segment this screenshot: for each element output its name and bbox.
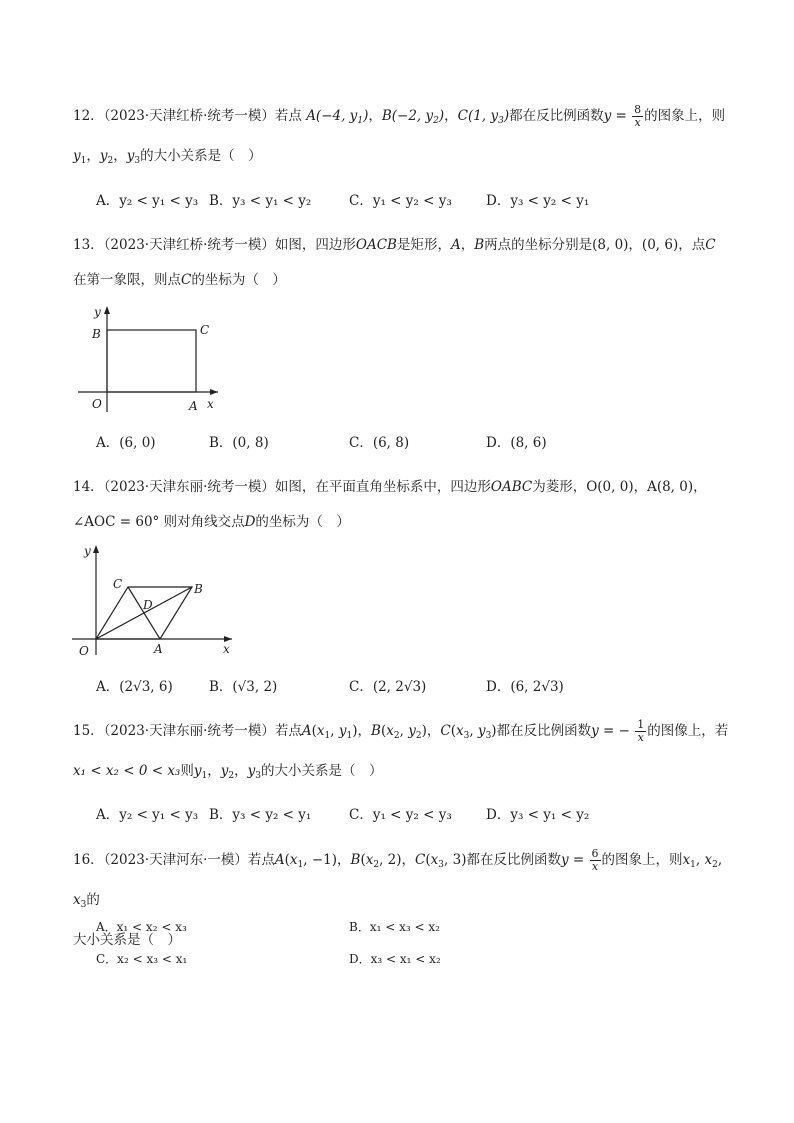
question-source: （2023·天津红桥·统考一模） xyxy=(103,108,275,124)
question-source: （2023·天津红桥·统考一模） xyxy=(103,237,275,253)
option-b[interactable]: B．y₃ < y₁ < y₂ xyxy=(209,193,312,209)
point-c: C(1, $y_3$) xyxy=(457,108,510,126)
option-d[interactable]: D．y₃ < y₂ < y₁ xyxy=(486,193,590,209)
question-text: 在第一象限，则点 xyxy=(73,272,181,288)
option-a[interactable]: A．y₂ < y₁ < y₃ xyxy=(96,193,199,209)
option-d[interactable]: D．(6, 2√3) xyxy=(486,679,564,695)
question-text: 如图，四边形 xyxy=(274,237,356,253)
option-a[interactable]: A．(2√3, 6) xyxy=(96,679,173,695)
shape-name: OABC xyxy=(490,479,533,495)
point-b: B(−2, $y_2$) xyxy=(381,108,445,126)
option-b[interactable]: B．(√3, 2) xyxy=(209,679,278,695)
question-number: 14． xyxy=(73,479,104,495)
question-text: 的图象上，则 xyxy=(644,108,726,124)
option-b[interactable]: B．y₃ < y₂ < y₁ xyxy=(209,807,312,823)
question-15: 15．（2023·天津东丽·统考一模）若点$A(x_1$, $y_1$)，$B(x_2$, $y_2$)，$C(x_3$, $y_3$)都在反比例函数y = − $\frac{1}{x}$ 的图像上，若 x₁ < x₂ < 0 < x₃则$y_1$，$y_2$，$y_3$的大小关系是（ ） xyxy=(73,718,729,781)
label-o: O xyxy=(92,397,102,411)
label-o: O xyxy=(79,644,89,658)
option-b[interactable]: B．x₁ < x₃ < x₂ xyxy=(349,920,440,934)
question-text: 的图像上，若 xyxy=(647,723,729,739)
question-number: 15． xyxy=(73,723,104,739)
option-c[interactable]: C．(6, 8) xyxy=(349,435,410,451)
question-number: 12． xyxy=(73,108,104,124)
coordinates: (8, 0)，(0, 6) xyxy=(592,237,679,253)
angle-condition: ∠AOC = 60° xyxy=(73,514,160,530)
condition: x₁ < x₂ < 0 < x₃ xyxy=(73,763,181,779)
question-text: 若点 xyxy=(274,108,302,124)
question-text: 的坐标为（ ） xyxy=(191,272,286,288)
fraction: $\frac{8}{x}$ xyxy=(634,103,642,129)
option-d[interactable]: D．(8, 6) xyxy=(486,435,547,451)
option-c[interactable]: C．x₂ < x₃ < x₁ xyxy=(96,952,188,966)
label-c: C xyxy=(200,323,210,337)
question-text: 是矩形， xyxy=(396,237,451,253)
y-axis-label: y xyxy=(84,544,91,558)
label-c: C xyxy=(113,577,123,591)
question-text: 两点的坐标分别是 xyxy=(484,237,593,253)
question-text: 为菱形， xyxy=(532,479,587,495)
question-source: （2023·天津河东·一模） xyxy=(103,852,248,868)
question-text: 若点 xyxy=(274,723,302,739)
option-a[interactable]: A．y₂ < y₁ < y₃ xyxy=(96,807,199,823)
x-axis-label: x xyxy=(223,642,230,656)
question-text: 都在反比例函数 xyxy=(496,723,592,739)
question-text: 则 xyxy=(180,763,194,779)
option-b[interactable]: B．(0, 8) xyxy=(209,435,269,451)
option-c[interactable]: C．y₁ < y₂ < y₃ xyxy=(349,193,452,209)
question-text: 大小关系是（ ） xyxy=(73,932,181,948)
label-a: A xyxy=(154,642,163,656)
question-text: 的大小关系是（ ） xyxy=(260,763,383,779)
question-number: 13． xyxy=(73,237,104,253)
x-axis-label: x xyxy=(207,397,214,411)
rectangle-figure xyxy=(70,300,230,420)
question-text: 都在反比例函数 xyxy=(509,108,604,124)
question-text: ，点 xyxy=(678,237,706,253)
option-d[interactable]: D．y₃ < y₁ < y₂ xyxy=(486,807,590,823)
shape-name: OACB xyxy=(355,237,397,253)
point-a: A(−4, $y_1$) xyxy=(306,108,369,126)
label-b: B xyxy=(92,327,101,341)
fraction: $\frac{6}{x}$ xyxy=(591,847,599,873)
option-c[interactable]: C．y₁ < y₂ < y₃ xyxy=(349,807,452,823)
option-c[interactable]: C．(2, 2√3) xyxy=(349,679,427,695)
label-b: B xyxy=(194,582,203,596)
label-a: A xyxy=(189,399,198,413)
question-source: （2023·天津东丽·统考一模） xyxy=(103,723,275,739)
question-text: 的坐标为（ ） xyxy=(255,514,350,530)
option-a[interactable]: A．x₁ < x₂ < x₃ xyxy=(96,920,187,934)
question-number: 16． xyxy=(73,852,104,868)
question-14: 14．（2023·天津东丽·统考一模）如图，在平面直角坐标系中，四边形OABC为菱形，O(0, 0)，A(8, 0)， ∠AOC = 60° 则对角线交点D的坐标为（ ） xyxy=(73,479,707,530)
option-a[interactable]: A．(6, 0) xyxy=(96,435,156,451)
question-text: 如图，在平面直角坐标系中，四边形 xyxy=(274,479,491,495)
question-text: 都在反比例函数 xyxy=(466,852,561,868)
y-axis-label: y xyxy=(94,305,101,319)
question-source: （2023·天津东丽·统考一模） xyxy=(103,479,275,495)
question-16: 16．（2023·天津河东·一模）若点$A(x_1$, −1)，$B(x_2$, 2)，$C(x_3$, 3)都在反比例函数y = $\frac{6}{x}$ 的图象上，则$x_1$, $x_2$, $x_3$的 大小关系是（ ） xyxy=(73,847,723,948)
rhombus-figure xyxy=(70,543,240,663)
question-13: 13．（2023·天津红桥·统考一模）如图，四边形OACB是矩形，A，B两点的坐标分别是(8, 0)，(0, 6)，点C 在第一象限，则点C的坐标为（ ） xyxy=(73,237,716,288)
coordinates: O(0, 0)，A(8, 0)， xyxy=(586,479,707,495)
question-text: 的 xyxy=(86,892,100,908)
question-text: 若点 xyxy=(247,852,275,868)
fraction: $\frac{1}{x}$ xyxy=(637,718,645,744)
label-d: D xyxy=(143,598,153,612)
question-text: 的大小关系是（ ） xyxy=(140,148,262,164)
question-text: 则对角线交点 xyxy=(163,514,245,530)
question-12: 12．（2023·天津红桥·统考一模）若点 A(−4, $y_1$)，B(−2, $y_2$)，C(1, $y_3$)都在反比例函数y = $\frac{8}{x}$ 的图象上，则 $y_1$，$y_2$，$y_3$的大小关系是（ ） xyxy=(73,103,726,166)
option-d[interactable]: D．x₃ < x₁ < x₂ xyxy=(349,952,441,966)
question-text: 的图象上，则 xyxy=(601,852,683,868)
